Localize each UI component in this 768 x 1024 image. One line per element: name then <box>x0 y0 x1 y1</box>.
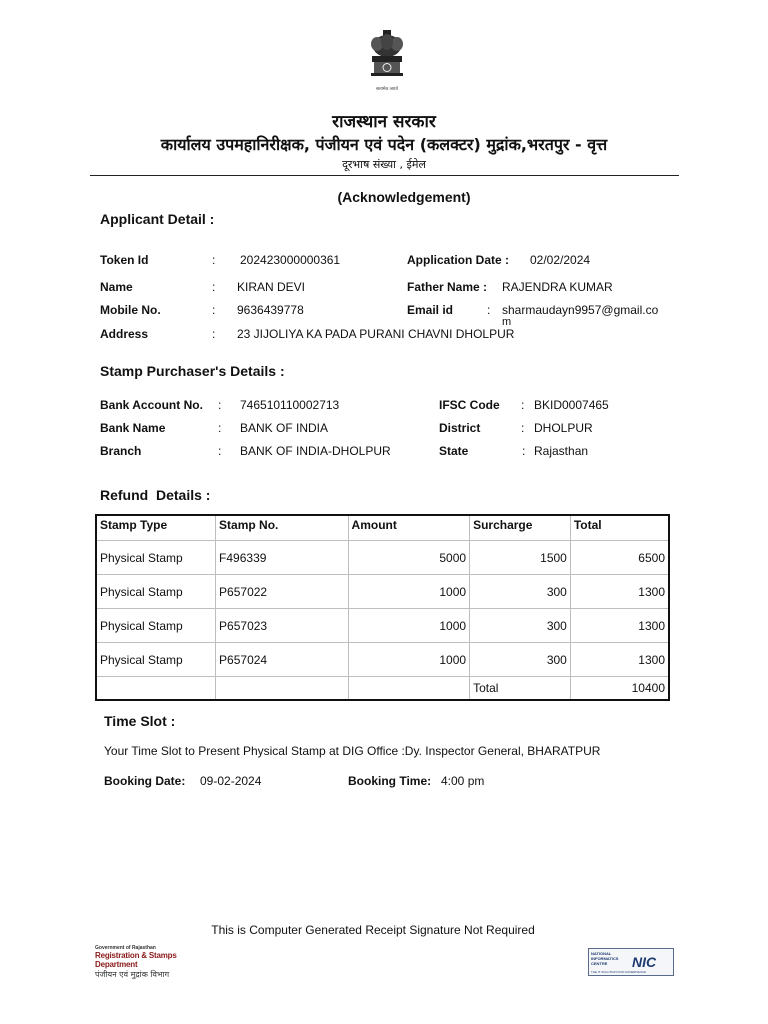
colon: : <box>218 444 222 458</box>
refund-section-title: Refund Details : <box>100 487 211 503</box>
total-row <box>96 677 669 701</box>
document-title: (Acknowledgement) <box>337 189 471 205</box>
bank-account-label: Bank Account No. <box>100 398 203 412</box>
total-cell: 6500 <box>570 541 669 575</box>
booking-date-label: Booking Date: <box>104 774 186 788</box>
table-row <box>96 575 669 609</box>
bank-account-value: 746510110002713 <box>240 398 340 412</box>
purchaser-section-title: Stamp Purchaser's Details : <box>100 363 285 379</box>
column-header: Stamp No. <box>216 515 348 541</box>
email-value: sharmaudayn9957@gmail.co <box>502 303 659 317</box>
address-label: Address <box>100 327 149 341</box>
application-date-value: 02/02/2024 <box>530 253 591 267</box>
surcharge-cell: 300 <box>470 575 571 609</box>
colon: : <box>522 444 526 458</box>
district-label: District <box>439 421 481 435</box>
surcharge-cell: 300 <box>470 643 571 677</box>
nic-text-line: NATIONAL <box>591 951 612 956</box>
email-label: Email id <box>407 303 454 317</box>
name-value: KIRAN DEVI <box>237 280 306 294</box>
mobile-value: 9636439778 <box>237 303 304 317</box>
colon: : <box>212 303 216 317</box>
column-header: Amount <box>348 515 470 541</box>
state-government-title: राजस्थान सरकार <box>332 112 436 132</box>
colon: : <box>521 421 525 435</box>
application-date-label: Application Date : <box>407 253 510 267</box>
token-id-value: 202423000000361 <box>240 253 341 267</box>
booking-date-value: 09-02-2024 <box>200 774 262 788</box>
nic-mark: NIC <box>632 954 657 970</box>
refund-table <box>95 514 670 701</box>
stamp-type-cell: Physical Stamp <box>96 643 216 677</box>
empty-cell <box>96 677 216 701</box>
stamp-type-cell: Physical Stamp <box>96 609 216 643</box>
office-title: कार्यालय उपमहानिरीक्षक, पंजीयन एवं पदेन (कलक्टर) मुद्रांक,भरतपुर - वृत्त <box>160 135 608 154</box>
logo-hindi-line: पंजीयन एवं मुद्रांक विभाग <box>95 970 170 979</box>
grand-total-cell: 10400 <box>570 677 669 701</box>
amount-cell: 1000 <box>348 609 470 643</box>
colon: : <box>212 253 216 267</box>
nic-text-line: CENTRE <box>591 961 608 966</box>
time-slot-section-title: Time Slot : <box>104 713 176 729</box>
booking-time-label: Booking Time: <box>348 774 432 788</box>
total-cell: 1300 <box>570 575 669 609</box>
total-label-cell: Total <box>470 677 571 701</box>
total-cell: 1300 <box>570 609 669 643</box>
stamp-no-cell: P657022 <box>216 575 348 609</box>
total-cell: 1300 <box>570 643 669 677</box>
bank-name-label: Bank Name <box>100 421 166 435</box>
email-value-wrap: m <box>502 316 512 328</box>
stamp-no-cell: F496339 <box>216 541 348 575</box>
computer-generated-note: This is Computer Generated Receipt Signature Not Required <box>211 923 535 937</box>
colon: : <box>487 303 491 317</box>
column-header: Stamp Type <box>96 515 216 541</box>
amount-cell: 1000 <box>348 643 470 677</box>
logo-government-line: Government of Rajasthan <box>95 945 156 951</box>
empty-cell <box>216 677 348 701</box>
bank-name-value: BANK OF INDIA <box>240 421 329 435</box>
stamp-no-cell: P657024 <box>216 643 348 677</box>
colon: : <box>521 398 525 412</box>
table-header-row <box>96 515 669 541</box>
colon: : <box>212 280 216 294</box>
mobile-label: Mobile No. <box>100 303 161 317</box>
branch-label: Branch <box>100 444 142 458</box>
column-header: Surcharge <box>470 515 571 541</box>
branch-value: BANK OF INDIA-DHOLPUR <box>240 444 391 458</box>
header-divider <box>90 175 679 176</box>
father-name-value: RAJENDRA KUMAR <box>502 280 613 294</box>
ifsc-value: BKID0007465 <box>534 398 609 412</box>
token-id-label: Token Id <box>100 253 149 267</box>
stamp-type-cell: Physical Stamp <box>96 575 216 609</box>
amount-cell: 5000 <box>348 541 470 575</box>
nic-tagline: THE IT SOLUTION FOR GOVERNANCE <box>591 970 646 974</box>
table-row <box>96 643 669 677</box>
time-slot-description: Your Time Slot to Present Physical Stamp at DIG Office :Dy. Inspector General, BHARATPUR <box>104 744 601 758</box>
contact-line: दूरभाष संख्या , ईमेल <box>342 158 426 171</box>
registration-stamps-logo <box>95 945 220 980</box>
state-value: Rajasthan <box>534 444 589 458</box>
applicant-section-title: Applicant Detail : <box>100 211 215 227</box>
state-label: State <box>439 444 469 458</box>
stamp-type-cell: Physical Stamp <box>96 541 216 575</box>
surcharge-cell: 1500 <box>470 541 571 575</box>
table-row <box>96 609 669 643</box>
column-header: Total <box>570 515 669 541</box>
stamp-no-cell: P657023 <box>216 609 348 643</box>
ifsc-label: IFSC Code <box>439 398 500 412</box>
colon: : <box>218 398 222 412</box>
name-label: Name <box>100 280 133 294</box>
table-row <box>96 541 669 575</box>
colon: : <box>212 327 216 341</box>
amount-cell: 1000 <box>348 575 470 609</box>
surcharge-cell: 300 <box>470 609 571 643</box>
district-value: DHOLPUR <box>534 421 593 435</box>
nic-text-line: INFORMATICS <box>591 956 619 961</box>
empty-cell <box>348 677 470 701</box>
father-name-label: Father Name : <box>407 280 488 294</box>
ashoka-emblem-icon <box>364 28 410 96</box>
booking-time-value: 4:00 pm <box>441 774 485 788</box>
emblem-motto: सत्यमेव जयते <box>375 87 399 92</box>
colon: : <box>218 421 222 435</box>
nic-logo-icon <box>588 948 674 976</box>
logo-department-line: Registration & Stamps Department <box>95 951 177 969</box>
address-value: 23 JIJOLIYA KA PADA PURANI CHAVNI DHOLPUR <box>237 327 515 341</box>
